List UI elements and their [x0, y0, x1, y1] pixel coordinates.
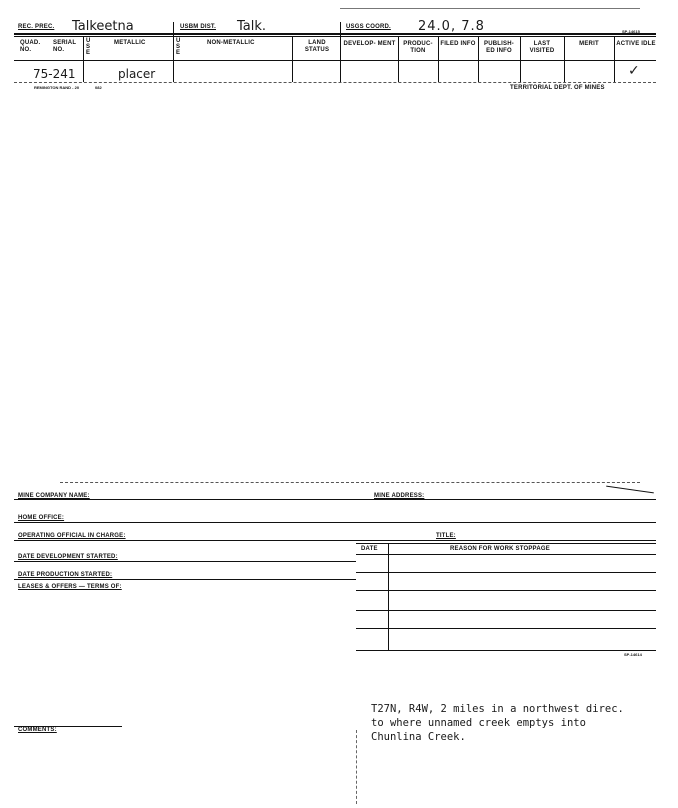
- remarks-line-1: T27N, R4W, 2 miles in a northwest direc.: [371, 703, 624, 715]
- date-production-started-label: DATE PRODUCTION STARTED:: [18, 572, 113, 578]
- entry-metallic: placer: [118, 67, 156, 81]
- form-number: SP-14615: [622, 29, 640, 34]
- col-metallic: METALLIC: [114, 40, 146, 46]
- usgs-coord-value: 24.0, 7.8: [418, 19, 485, 34]
- col-land-status: LAND STATUS: [304, 40, 330, 53]
- col-published-info: PUBLISH- ED INFO: [484, 41, 514, 54]
- mine-company-name-label: MINE COMPANY NAME:: [18, 493, 90, 499]
- leases-offers-label: LEASES & OFFERS — TERMS OF:: [18, 584, 122, 590]
- rec-prec-value: Talkeetna: [72, 19, 134, 34]
- rec-prec-label: REC. PREC.: [18, 24, 55, 30]
- operating-official-label: OPERATING OFFICIAL IN CHARGE:: [18, 533, 126, 539]
- mine-address-label: MINE ADDRESS:: [374, 493, 425, 499]
- col-active-idle: ACTIVE IDLE: [616, 41, 656, 47]
- usgs-coord-label: USGS COORD.: [346, 24, 391, 30]
- col-filed-info: FILED INFO: [440, 41, 476, 47]
- col-last-visited: LAST VISITED: [529, 41, 555, 54]
- usbm-dist-label: USBM DIST.: [180, 24, 217, 30]
- comments-label: COMMENTS:: [18, 727, 57, 733]
- department-label: TERRITORIAL DEPT. OF MINES: [510, 85, 605, 91]
- remarks-line-3: Chunlina Creek.: [371, 731, 466, 743]
- date-column-header: DATE: [361, 546, 378, 552]
- col-development: DEVELOP- MENT: [343, 41, 396, 47]
- col-serial-no: SERIAL NO.: [53, 40, 77, 53]
- home-office-label: HOME OFFICE:: [18, 515, 65, 521]
- col-non-metallic: NON-METALLIC: [207, 40, 255, 46]
- col-merit: MERIT: [579, 41, 599, 47]
- title-label: TITLE:: [436, 533, 456, 539]
- entry-active-idle-mark: ✓: [628, 63, 640, 79]
- usbm-dist-value: Talk.: [237, 19, 267, 34]
- col-use-2: U S E: [176, 38, 181, 56]
- entry-quad-serial: 75-241: [33, 67, 76, 81]
- col-use-1: U S E: [86, 38, 91, 56]
- reason-column-header: REASON FOR WORK STOPPAGE: [450, 546, 550, 552]
- printer-code: 082: [95, 85, 102, 90]
- date-development-started-label: DATE DEVELOPMENT STARTED:: [18, 554, 118, 560]
- col-production: PRODUC- TION: [403, 41, 433, 54]
- col-quad-no: QUAD. NO.: [20, 40, 41, 53]
- form-number-bottom: SP-14614: [624, 652, 642, 657]
- printer-label: REMINGTON RAND - 20: [34, 85, 80, 90]
- remarks-line-2: to where unnamed creek emptys into: [371, 717, 586, 729]
